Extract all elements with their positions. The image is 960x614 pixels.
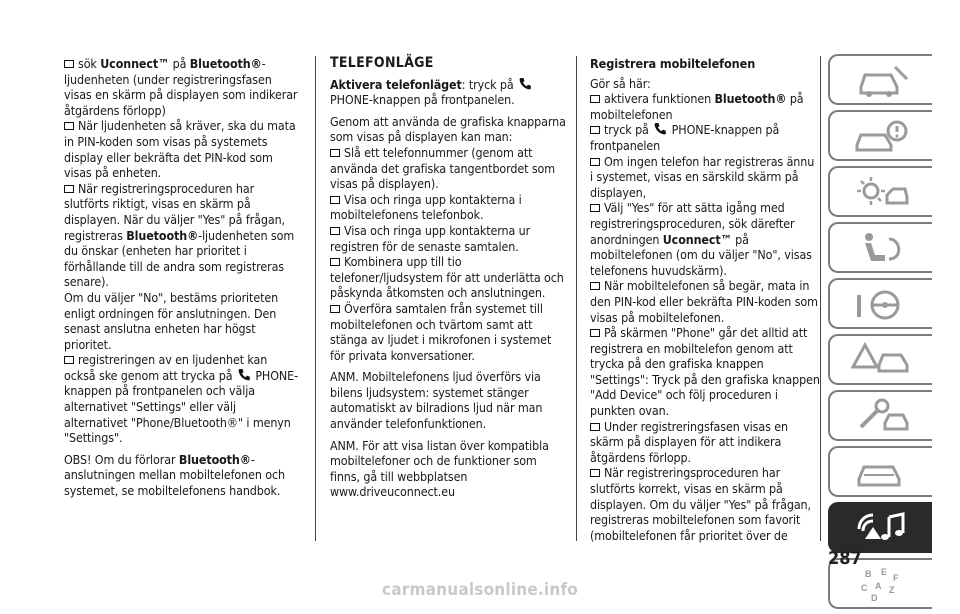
paragraph: sök Uconnect™ på Bluetooth®-ljudenheten (under registreringsfasen visas en skärm på displayen som indikerar åtgärdens förlopp) — [64, 56, 298, 118]
car-info-icon — [851, 61, 911, 99]
sun-lights-icon — [851, 173, 911, 211]
list-item: aktivera funktionen Bluetooth® på mobiltelefonen — [590, 91, 804, 122]
bullet-square-icon — [330, 258, 340, 266]
car-warning-icon — [851, 341, 911, 379]
footer-watermark: carmanualsonline.info — [381, 580, 579, 600]
list-item: När mobiltelefonen så begär, mata in den PIN-kod eller bekräfta PIN-koden som visas på mobiltelefonen. — [590, 278, 818, 325]
tab-specifications[interactable] — [828, 446, 932, 497]
bullet-square-icon — [64, 122, 74, 130]
bullet-square-icon — [590, 282, 600, 290]
bullet-square-icon — [64, 60, 74, 68]
bullet-square-icon — [64, 185, 74, 193]
paragraph: Genom att använda de grafiska knapparna som visas på displayen kan man: — [330, 113, 566, 145]
phone-icon — [654, 122, 666, 135]
page-number: 287 — [828, 548, 862, 569]
list-item: Slå ett telefonnummer (genom att använda det grafiska tangentbordet som visas på displayen). — [330, 144, 556, 192]
paragraph: registreringen av en ljudenhet kan också ske genom att trycka på PHONE-knappen på frontpanelen och välja alternativet "Settings" eller välj alternativet "Phone/Bluetooth®" i menyn "Settings". — [64, 352, 298, 446]
svg-text:C: C — [861, 582, 868, 593]
paragraph: Aktivera telefonläget: tryck på PHONE-knappen på frontpanelen. — [330, 77, 566, 108]
svg-text:A: A — [875, 580, 882, 591]
column-divider — [576, 56, 577, 541]
column-divider — [315, 56, 316, 541]
section-title: TELEFONLÄGE — [330, 55, 434, 71]
bullet-square-icon — [590, 95, 600, 103]
bullet-square-icon — [330, 196, 340, 204]
bullet-square-icon — [590, 204, 600, 212]
car-warning-icon — [851, 117, 911, 155]
column-divider — [820, 56, 821, 541]
section-title: Registrera mobiltelefonen — [590, 56, 756, 71]
column-1 — [64, 56, 300, 505]
paragraph: OBS! Om du förlorar Bluetooth®-anslutningen mellan mobiltelefonen och systemet, se mobiltelefonens handbok. — [64, 451, 285, 499]
chapter-tabs — [828, 54, 932, 614]
paragraph: När ljudenheten så kräver, ska du mata in PIN-koden som visas på systemets display eller bekräfta det PIN-kod som visas på enheten. — [64, 118, 296, 181]
bullet-square-icon — [330, 305, 340, 313]
column-3 — [590, 56, 820, 543]
list-item: Visa och ringa upp kontakterna i mobiltelefonens telefonbok. — [330, 191, 522, 223]
list-item: tryck på PHONE-knappen på frontpanelen — [590, 122, 780, 153]
bullet-square-icon — [590, 423, 600, 431]
bullet-square-icon — [590, 126, 600, 134]
svg-text:F: F — [893, 572, 899, 583]
airbag-seat-icon — [851, 229, 911, 267]
list-item: På skärmen "Phone" går det alltid att registrera en mobiltelefon genom att trycka på den grafiska knappen "Settings": Tryck på den grafiska knappen "Add Device" och följ proceduren i punkten ovan. — [590, 325, 820, 419]
steering-wheel-icon — [851, 285, 911, 323]
list-item: Under registreringsfasen visas en skärm på displayen för att indikera åtgärdens förlopp. — [590, 418, 788, 465]
tab-multimedia[interactable] — [828, 502, 932, 553]
tab-warnings[interactable] — [828, 110, 932, 161]
bullet-square-icon — [590, 329, 600, 337]
svg-text:Z: Z — [889, 584, 895, 595]
tab-car-info[interactable] — [828, 54, 932, 105]
list-item: Visa och ringa upp kontakterna ur registren för de senaste samtalen. — [330, 222, 531, 254]
multimedia-note-icon — [851, 509, 911, 547]
tab-safety[interactable] — [828, 222, 932, 273]
tab-emergency[interactable] — [828, 334, 932, 385]
wrench-repair-icon — [851, 397, 911, 435]
paragraph: När registreringsproceduren har slutförts riktigt, visas en skärm på displayen. När du väljer "Yes" på frågan, registreras Bluetooth®-ljudenheten som du önskar (enheten har prioritet i förhållande till de andra som registreras senare). — [64, 180, 295, 290]
paragraph: ANM. Mobiltelefonens ljud överförs via bilens ljudsystem: systemet stänger automatiskt av bilradions ljud när man använder telefonfunktionen. — [330, 369, 543, 432]
svg-text:E: E — [881, 566, 888, 577]
svg-text:D: D — [871, 592, 878, 603]
list-item: Överföra samtalen från systemet till mobiltelefonen och tvärtom samt att stänga av ljudet i mikrofonen i systemet för privata konversationer. — [330, 300, 552, 363]
list-item: När registreringsproceduren har slutförts korrekt, visas en skärm på displayen. Om du väljer "Yes" på frågan, registreras mobiltelefonen som favorit (mobiltelefonen får prioritet över de — [590, 465, 811, 543]
list-item: Välj "Yes" för att sätta igång med registreringsproceduren, sök därefter anordningen Uconnect™ på mobiltelefonen (om du väljer "No", visas telefonens huvudskärm). — [590, 200, 812, 278]
car-spec-icon — [851, 453, 911, 491]
tab-driving[interactable] — [828, 278, 932, 329]
bullet-square-icon — [590, 158, 600, 166]
column-2 — [330, 56, 566, 506]
bullet-square-icon — [330, 149, 340, 157]
paragraph: Gör så här: — [590, 75, 651, 91]
bullet-square-icon — [64, 356, 74, 364]
bullet-square-icon — [330, 227, 340, 235]
svg-text:B: B — [865, 568, 872, 579]
bullet-square-icon — [590, 469, 600, 477]
list-item: Kombinera upp till tio telefoner/ljudsystem för att underlätta och påskynda åtkomsten och anslutningen. — [330, 254, 564, 301]
phone-icon — [238, 368, 250, 381]
list-item: Om ingen telefon har registreras ännu i systemet, visas en särskild skärm på displayen, — [590, 153, 815, 200]
tab-maintenance[interactable] — [828, 390, 932, 441]
phone-icon — [519, 77, 531, 90]
paragraph: ANM. För att visa listan över kompatibla mobiltelefoner och de funktioner som finns, gå till webbplatsen www.driveuconnect.eu — [330, 437, 549, 500]
tab-lights[interactable] — [828, 166, 932, 217]
paragraph: Om du väljer "No", bestäms prioriteten enligt ordningen för anslutningen. Den senast anslutna enheten har högst prioritet. — [64, 289, 279, 352]
